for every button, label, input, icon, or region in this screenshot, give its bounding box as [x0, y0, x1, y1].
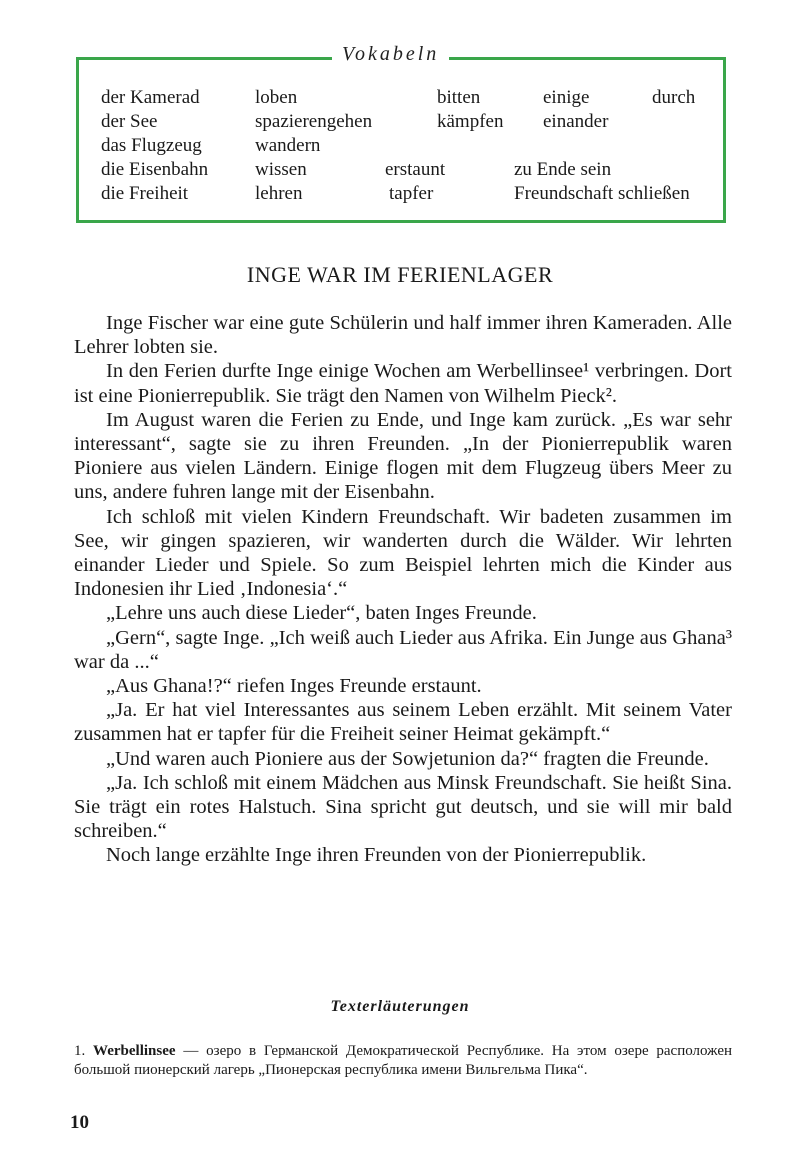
- vocab-word: kämpfen: [437, 111, 504, 132]
- paragraph: Inge Fischer war eine gute Schülerin und half immer ihren Kameraden. Alle Lehrer lobten sie.: [74, 312, 732, 359]
- vocab-word: zu Ende sein: [514, 159, 612, 180]
- vocab-word: der Kamerad: [101, 87, 200, 108]
- vocab-word: wissen: [255, 159, 307, 180]
- footnote-number: 1.: [74, 1043, 86, 1059]
- story-text: [74, 311, 732, 868]
- paragraph: „Gern“, sagte Inge. „Ich weiß auch Lieder aus Afrika. Ein Junge aus Ghana³ war da ...“: [74, 626, 732, 673]
- vocab-word: einander: [543, 111, 609, 132]
- vocab-word: spazierengehen: [255, 111, 373, 132]
- vocab-word: Freundschaft schließen: [514, 183, 690, 204]
- page-number: 10: [70, 1112, 89, 1133]
- paragraph: Ich schloß mit vielen Kindern Freundschaft. Wir badeten zusammen im See, wir gingen spazieren, wir wanderten durch die Wälder. Wir lehrten einander Lieder und Spiele. So zum Beispiel lehrten mich die Kinder aus Indonesien ihr Lied ‚Indonesia‘.“: [74, 505, 732, 601]
- vocab-word: loben: [255, 87, 298, 108]
- paragraph: Im August waren die Ferien zu Ende, und Inge kam zurück. „Es war sehr interessant“, sagte sie zu ihren Freunden. „In der Pionierrepublik waren Pioniere aus vielen Ländern. Einige flogen mit dem Flugzeug übers Meer zu uns, andere fuhren lange mit der Eisenbahn.: [74, 408, 732, 504]
- paragraph: „Lehre uns auch diese Lieder“, baten Inges Freunde.: [106, 602, 537, 625]
- paragraph: Noch lange erzählte Inge ihren Freunden von der Pionierrepublik.: [106, 844, 647, 867]
- footnote-term: Werbellinsee: [93, 1043, 176, 1059]
- paragraph: „Und waren auch Pioniere aus der Sowjetunion da?“ fragten die Freunde.: [106, 747, 709, 770]
- vocab-word: tapfer: [389, 183, 434, 204]
- story-title: INGE WAR IM FERIENLAGER: [246, 262, 554, 287]
- vocab-word: wandern: [255, 135, 321, 156]
- vocab-word: die Freiheit: [101, 183, 189, 204]
- vocab-word: der See: [101, 111, 158, 132]
- vocab-word: das Flugzeug: [101, 135, 202, 156]
- paragraph: In den Ferien durfte Inge einige Wochen am Werbellinsee¹ verbringen. Dort ist eine Pionierrepublik. Sie trägt den Namen von Wilhelm Pieck².: [74, 360, 732, 407]
- vocab-word: die Eisenbahn: [101, 159, 209, 180]
- vocab-word: einige: [543, 87, 590, 108]
- vocab-title: Vokabeln: [332, 43, 449, 66]
- vocab-word: durch: [652, 87, 696, 108]
- vocab-word: erstaunt: [385, 159, 446, 180]
- vocab-word: lehren: [255, 183, 303, 204]
- footnote-text: — озеро в Германской Демократической Республике. На этом озере расположен большой пионерский лагерь „Пионерская республика имени Вильгельма Пика“.: [74, 1043, 732, 1078]
- vocab-word: bitten: [437, 87, 481, 108]
- notes-heading: Texterläuterungen: [330, 998, 470, 1015]
- paragraph: „Ja. Ich schloß mit einem Mädchen aus Minsk Freundschaft. Sie heißt Sina. Sie trägt ein rotes Halstuch. Sina spricht gut deutsch, und sie will mir bald schreiben.“: [74, 771, 732, 843]
- paragraph: „Ja. Er hat viel Interessantes aus seinem Leben erzählt. Mit seinem Vater zusammen hat er tapfer für die Freiheit seiner Heimat gekämpft.“: [74, 699, 732, 746]
- footnote: [74, 1042, 732, 1080]
- paragraph: „Aus Ghana!?“ riefen Inges Freunde erstaunt.: [106, 675, 482, 698]
